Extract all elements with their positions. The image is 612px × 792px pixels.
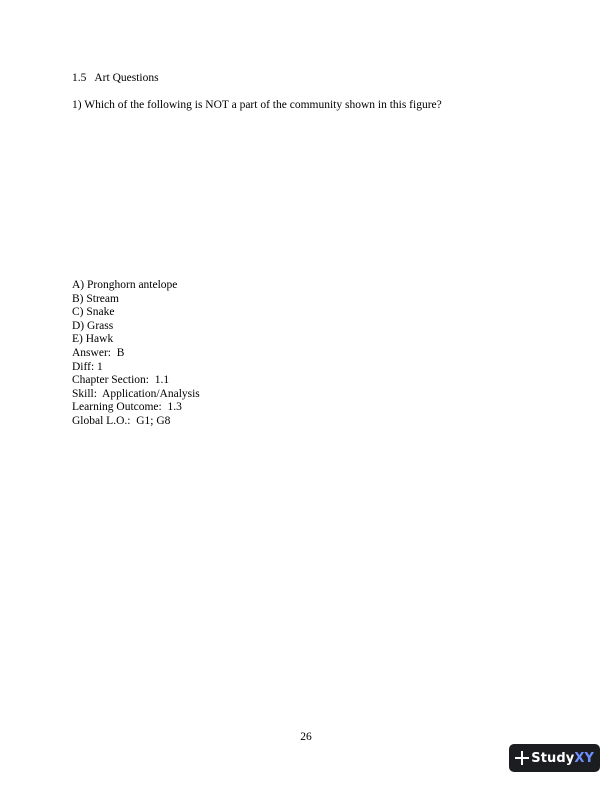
page-number: 26 — [300, 731, 312, 743]
difficulty-line: Diff: 1 — [72, 360, 103, 373]
studyxy-brand-badge[interactable] — [509, 744, 600, 772]
brand-name — [531, 751, 594, 766]
option-c: C) Snake — [72, 306, 115, 319]
plus-icon — [515, 751, 527, 765]
learning-outcome-line: Learning Outcome: 1.3 — [72, 401, 182, 414]
question-text: 1) Which of the following is NOT a part of the community shown in this figure? — [72, 99, 442, 111]
global-lo-line: Global L.O.: G1; G8 — [72, 414, 171, 427]
brand-name-part2: XY — [574, 750, 594, 766]
section-heading — [72, 72, 159, 86]
chapter-section-line: Chapter Section: 1.1 — [72, 374, 170, 387]
option-d: D) Grass — [72, 319, 114, 332]
section-number: 1.5 — [72, 72, 87, 84]
question-details — [72, 279, 200, 429]
brand-name-part1: Study — [531, 750, 575, 766]
section-title: Art Questions — [94, 72, 159, 84]
option-a: A) Pronghorn antelope — [72, 279, 178, 291]
option-e: E) Hawk — [72, 333, 114, 346]
answer-line: Answer: B — [72, 346, 125, 359]
option-b: B) Stream — [72, 292, 119, 305]
skill-line: Skill: Application/Analysis — [72, 387, 200, 400]
figure-placeholder — [72, 120, 540, 278]
